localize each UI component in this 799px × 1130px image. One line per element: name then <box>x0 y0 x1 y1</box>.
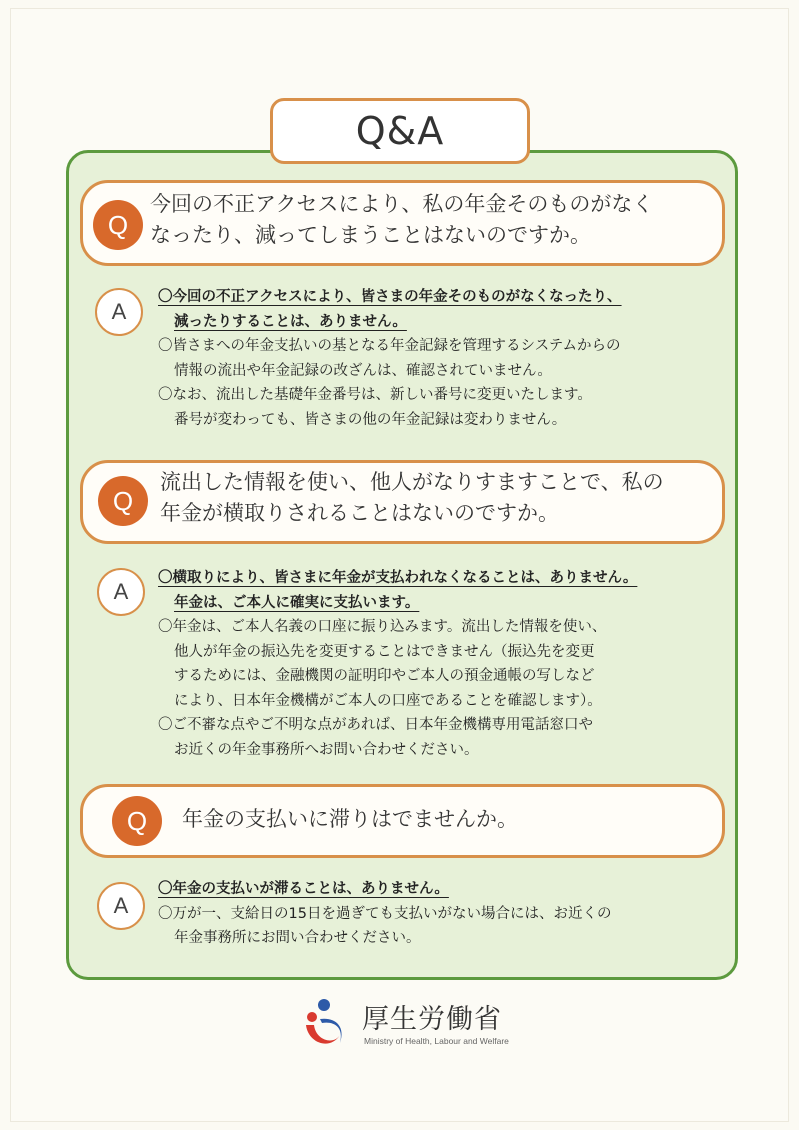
question-text-2: 流出した情報を使い、他人がなりすますことで、私の 年金が横取りされることはないのですか。 <box>160 470 664 525</box>
answer-mark-icon: A <box>95 288 143 336</box>
question-mark-icon: Q <box>112 796 162 846</box>
answer-mark-icon: A <box>97 882 145 930</box>
question-mark-icon: Q <box>98 476 148 526</box>
question-text-1: 今回の不正アクセスにより、私の年金そのものがなく なったり、減ってしまうことはないのですか。 <box>150 192 654 247</box>
ministry-name: 厚生労働省 <box>362 1004 502 1035</box>
question-mark-icon: Q <box>93 200 143 250</box>
page-title: Q&A <box>270 98 530 164</box>
answer-mark-icon: A <box>97 568 145 616</box>
question-text-3: 年金の支払いに滞りはでませんか。 <box>182 807 518 831</box>
ministry-logo <box>300 995 530 1065</box>
answer-text-3: 〇年金の支払いが滞ることは、ありません。 〇万が一、支給日の15日を過ぎても支払いがない場合には、お近くの 年金事務所にお問い合わせください。 <box>158 881 612 946</box>
ministry-emblem-icon <box>300 995 352 1055</box>
answer-text-1: 〇今回の不正アクセスにより、皆さまの年金そのものがなくなったり、 減ったりすることは、ありません。 〇皆さまへの年金支払いの基となる年金記録を管理するシステムからの 情報の流出や年金記録の改ざんは、確認されていません。 〇なお、流出した基礎年金番号は、新しい番号に変更いたします。 番号が変わっても、皆さまの他の年金記録は変わりません。 <box>158 289 622 428</box>
ministry-name-english: Ministry of Health, Labour and Welfare <box>364 1036 509 1046</box>
answer-text-2: 〇横取りにより、皆さまに年金が支払われなくなることは、ありません。 年金は、ご本人に確実に支払います。 〇年金は、ご本人名義の口座に振り込みます。流出した情報を使い、 他人が年金の振込先を変更することはできません（振込先を変更 するためには、金融機関の証明印やご本人の預金通帳の写しなど により、日本年金機構がご本人の口座であることを確認します）。 〇ご不審な点やご不明な点があれば、日本年金機構専用電話窓口や お近くの年金事務所へお問い合わせください。 <box>158 570 638 758</box>
